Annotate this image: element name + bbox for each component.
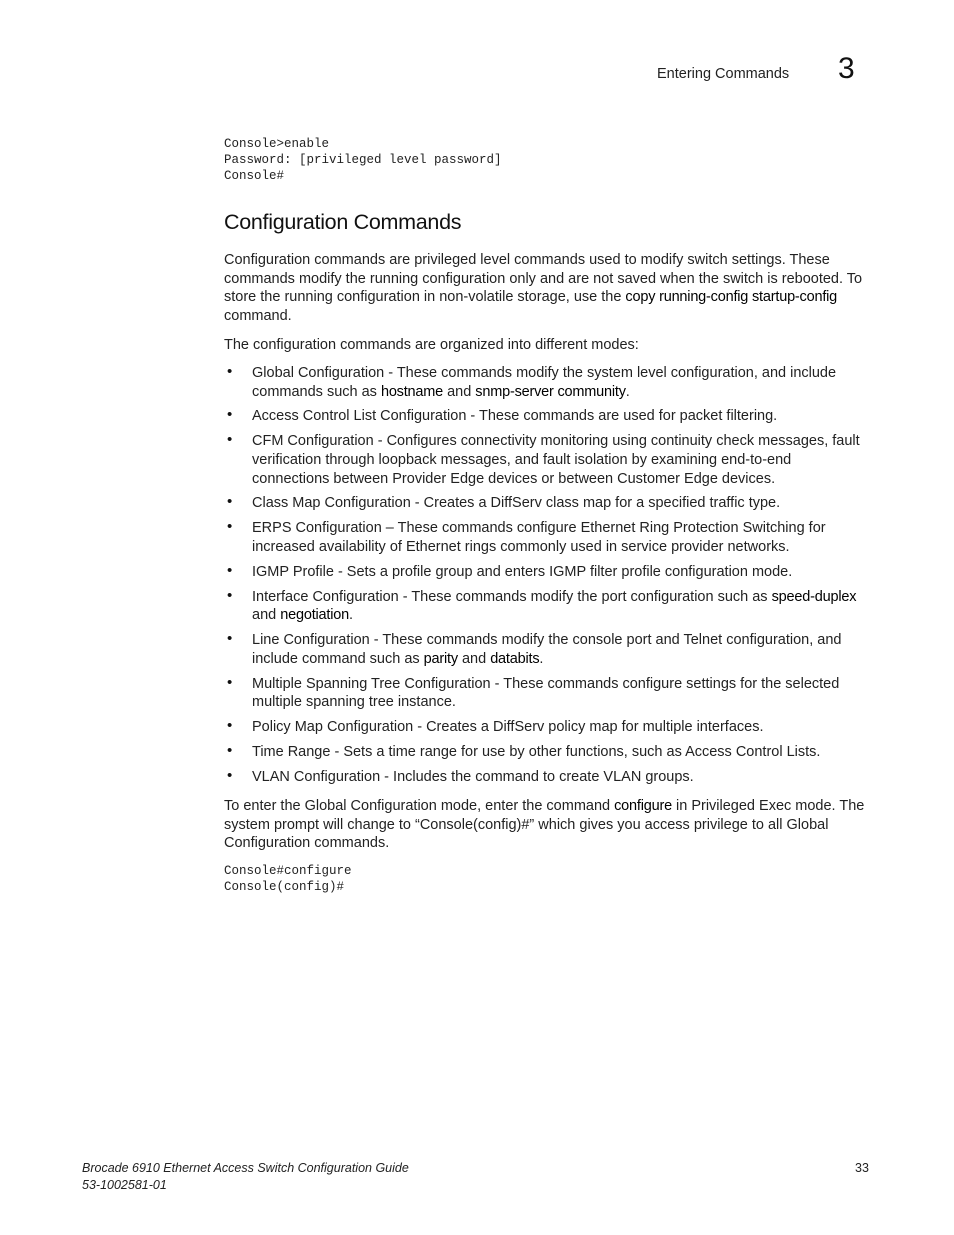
list-item [224, 718, 872, 737]
list-item-text: Global Configuration - These commands modify the system level configuration, and include commands such as [252, 365, 837, 400]
list-item [224, 675, 872, 712]
list-item-text: Access Control List Configuration - These commands are used for packet filtering. [252, 408, 778, 425]
page-number: 33 [855, 1161, 869, 1175]
global-config-text-end: in Privileged Exec mode. The system prompt will change to “Console(config)#” which gives you access privilege to all Global Configuration commands. [224, 798, 865, 852]
list-item-text: CFM Configuration - Configures connectivity monitoring using continuity check messages, fault verification through loopback messages, and fault isolation by examining end-to-end connections between Provider Edge devices or between Customer Edge devices. [252, 433, 860, 487]
list-item-text: ERPS Configuration – These commands configure Ethernet Ring Protection Switching for increased availability of Ethernet rings commonly used in service provider networks. [252, 520, 826, 555]
list-item [224, 768, 872, 787]
intro-text-end: command. [224, 307, 292, 324]
command-copy-running-config: copy running-config startup-config [625, 289, 838, 306]
command-name: hostname [380, 383, 444, 400]
list-item [224, 563, 872, 582]
list-item-text: . [348, 607, 354, 624]
list-item-text: Policy Map Configuration - Creates a DiffServ policy map for multiple interfaces. [252, 719, 764, 736]
list-item-text: Multiple Spanning Tree Configuration - These commands configure settings for the selected multiple spanning tree instance. [252, 675, 840, 711]
list-item [224, 407, 872, 426]
list-item-text: and [457, 650, 491, 667]
list-item-text: . [539, 650, 544, 667]
intro-paragraph [224, 251, 872, 325]
list-item-text: Class Map Configuration - Creates a DiffServ class map for a specified traffic type. [252, 495, 781, 512]
command-name: negotiation [280, 607, 349, 624]
list-item [224, 743, 872, 762]
list-item-text: IGMP Profile - Sets a profile group and enters IGMP filter profile configuration mode. [252, 563, 793, 580]
list-item [224, 432, 872, 488]
list-item-text: VLAN Configuration - Includes the command to create VLAN groups. [252, 768, 694, 785]
command-name: parity [423, 650, 458, 667]
global-config-paragraph [224, 797, 872, 853]
command-name: speed-duplex [771, 588, 857, 605]
command-name: databits [490, 650, 540, 667]
intro-text-start: Configuration commands are privileged level commands used to modify switch settings. These commands modify the running configuration only and are not saved when the switch is rebooted. To store the running configuration in non-volatile storage, use the [224, 252, 863, 306]
list-item-text: and [443, 383, 476, 400]
command-configure: configure [614, 798, 672, 814]
section-heading: Configuration Commands [224, 210, 462, 234]
chapter-number: 3 [838, 52, 855, 85]
list-item-text: and [252, 607, 281, 624]
command-name: snmp-server community [475, 383, 626, 400]
list-item-text: Line Configuration - These commands modify the console port and Telnet configuration, and include command such as [252, 632, 842, 667]
list-item [224, 494, 872, 513]
list-item-text: Time Range - Sets a time range for use by other functions, such as Access Control Lists. [252, 744, 821, 761]
modes-intro-paragraph: The configuration commands are organized into different modes: [224, 337, 639, 353]
list-item-text: . [625, 383, 630, 400]
footer-guide-title: Brocade 6910 Ethernet Access Switch Configuration Guide [82, 1161, 409, 1175]
list-item [224, 364, 872, 401]
config-modes-list [224, 364, 872, 793]
list-item [224, 588, 872, 625]
footer-doc-number: 53-1002581-01 [82, 1178, 167, 1192]
list-item-text: Interface Configuration - These commands modify the port configuration such as [252, 588, 772, 605]
global-config-text-start: To enter the Global Configuration mode, enter the command [224, 798, 615, 814]
list-item [224, 519, 872, 556]
code-block-enable: Console>enable Password: [privileged level password] Console# [224, 137, 502, 183]
code-block-configure: Console#configure Console(config)# [224, 864, 352, 894]
running-header-section: Entering Commands [657, 66, 790, 82]
list-item [224, 631, 872, 668]
